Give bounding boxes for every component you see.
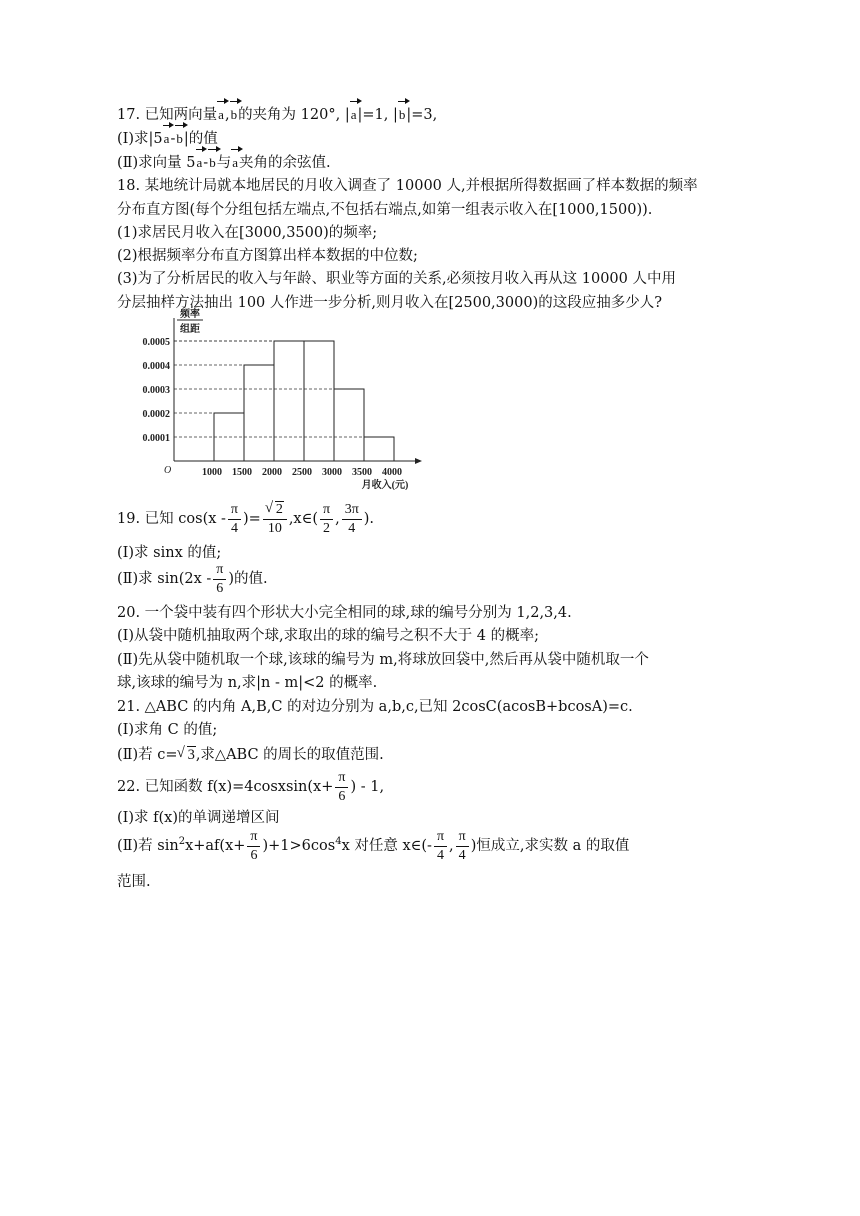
q17-text: |=1, xyxy=(357,107,389,123)
q17-text: (Ⅱ)求向量 5 xyxy=(117,155,196,171)
denominator: 4 xyxy=(230,520,238,536)
q17-text: (Ⅰ)求|5 xyxy=(117,131,163,147)
q18-line-1: 18. 某地统计局就本地居民的月收入调查了 10000 人,并根据所得数据画了样本数据的频率 xyxy=(117,178,698,194)
q17-text: 的夹角为 120°, xyxy=(238,107,341,123)
histogram-bar xyxy=(304,341,334,461)
q22-line-3 xyxy=(117,827,629,865)
q20-line-3: (Ⅱ)先从袋中随机取一个球,该球的编号为 m,将球放回袋中,然后再从袋中随机取一个 xyxy=(117,652,649,668)
q18-line-4: (2)根据频率分布直方图算出样本数据的中位数; xyxy=(117,248,418,264)
y-tick-label: 0.0004 xyxy=(142,361,170,372)
q19-sep: , xyxy=(335,511,340,527)
q22-sep: , xyxy=(449,838,454,854)
x-tick-label: 4000 xyxy=(382,467,402,478)
superscript: 2 xyxy=(178,836,186,848)
fraction-pi-over-4 xyxy=(434,828,447,865)
x-tick-label: 2000 xyxy=(262,467,282,478)
q22-text: (Ⅱ)若 sin xyxy=(117,838,179,854)
vector-a: a xyxy=(217,105,225,125)
fraction-pi-over-6 xyxy=(247,828,260,865)
numerator: π xyxy=(434,828,447,847)
denominator: 4 xyxy=(458,847,466,863)
fraction-3pi-over-4 xyxy=(342,501,362,538)
q17-sep: , xyxy=(224,107,230,123)
q17-text: |=3, xyxy=(406,107,438,123)
q17-text: 17. 已知两向量 xyxy=(117,107,218,123)
vector-a: a xyxy=(163,129,171,149)
numerator: 3π xyxy=(342,501,362,520)
q22-line-1 xyxy=(117,768,384,806)
radicand: 3 xyxy=(187,747,195,763)
denominator: 6 xyxy=(250,847,258,863)
q18-line-5: (3)为了分析居民的收入与年龄、职业等方面的关系,必须按月收入再从这 10000 人中用 xyxy=(117,271,676,287)
q17-text: - xyxy=(203,155,209,171)
q22-text: ) - 1, xyxy=(350,779,385,795)
q20-line-2: (Ⅰ)从袋中随机抽取两个球,求取出的球的编号之积不大于 4 的概率; xyxy=(117,628,539,644)
histogram-bar xyxy=(244,365,274,461)
q21-line-1: 21. △ABC 的内角 A,B,C 的对边分别为 a,b,c,已知 2cosC(acosB+bcosA)=c. xyxy=(117,699,633,715)
q18-line-3: (1)求居民月收入在[3000,3500)的频率; xyxy=(117,225,378,241)
x-tick-label: 3000 xyxy=(322,467,342,478)
q19-text: ). xyxy=(363,511,375,527)
x-tick-label: 2500 xyxy=(292,467,312,478)
y-tick-label: 0.0001 xyxy=(142,433,170,444)
q19-text: (Ⅱ)求 sin(2x - xyxy=(117,571,212,587)
vector-a: a xyxy=(196,153,204,173)
vector-a: a xyxy=(350,105,358,125)
vector-b: b xyxy=(398,105,407,125)
q18-line-6: 分层抽样方法抽出 100 人作进一步分析,则月收入在[2500,3000)的这段应抽多少人? xyxy=(117,295,663,311)
q19-line-1 xyxy=(117,500,374,538)
q21-line-2: (Ⅰ)求角 C 的值; xyxy=(117,722,218,738)
radicand: 2 xyxy=(275,501,283,517)
histogram-chart xyxy=(110,308,430,490)
q22-text: x+af(x+ xyxy=(185,838,246,854)
q19-line-2: (Ⅰ)求 sinx 的值; xyxy=(117,545,222,561)
numerator: π xyxy=(247,828,260,847)
q22-text: x 对任意 x∈(- xyxy=(341,838,432,854)
q17-line-1: 17. 已知两向量a,b的夹角为 120°, |a|=1, |b|=3, xyxy=(117,107,438,123)
q17-text: 夹角的余弦值. xyxy=(238,155,331,171)
histogram-bar xyxy=(274,341,304,461)
q17-text: 与 xyxy=(216,155,232,171)
fraction-pi-over-6 xyxy=(335,769,348,806)
q19-text: )= xyxy=(243,511,261,527)
q19-line-3 xyxy=(117,560,268,598)
numerator: π xyxy=(456,828,469,847)
numerator: π xyxy=(213,561,226,580)
denominator: 10 xyxy=(267,520,282,536)
q22-text: )+1>6cos xyxy=(262,838,336,854)
q19-text: )的值. xyxy=(228,571,268,587)
q19-text: ,x∈( xyxy=(288,511,318,527)
q22-line-2: (Ⅰ)求 f(x)的单调递增区间 xyxy=(117,810,280,826)
x-axis-arrow xyxy=(415,458,422,464)
vector-a: a xyxy=(231,153,239,173)
histogram-bar xyxy=(364,437,394,461)
q21-line-3 xyxy=(117,741,384,769)
y-tick-label: 0.0002 xyxy=(142,409,170,420)
fraction-pi-over-2 xyxy=(320,501,333,538)
vector-b: b xyxy=(175,129,184,149)
sqrt-3 xyxy=(178,741,196,769)
q20-line-1: 20. 一个袋中装有四个形状大小完全相同的球,球的编号分别为 1,2,3,4. xyxy=(117,605,572,621)
q21-text: ,求△ABC 的周长的取值范围. xyxy=(195,747,384,763)
q19-text: 19. 已知 cos(x - xyxy=(117,511,226,527)
origin-label: O xyxy=(164,465,172,476)
q17-line-3 xyxy=(117,153,331,173)
q18-line-2: 分布直方图(每个分组包括左端点,不包括右端点,如第一组表示收入在[1000,1500)). xyxy=(117,202,653,218)
numerator: π xyxy=(320,501,333,520)
numerator: π xyxy=(228,501,241,520)
histogram-bar xyxy=(334,389,364,461)
denominator: 4 xyxy=(436,847,444,863)
y-label-top: 频率 xyxy=(180,309,200,320)
fraction-sqrt2-over-10 xyxy=(263,501,287,538)
q22-text: 22. 已知函数 f(x)=4cosxsin(x+ xyxy=(117,779,334,795)
x-axis-label: 月收入(元) xyxy=(361,480,409,490)
q20-line-4: 球,该球的编号为 n,求|n - m|<2 的概率. xyxy=(117,675,378,691)
denominator: 6 xyxy=(216,580,224,596)
x-tick-label: 1500 xyxy=(232,467,252,478)
denominator: 6 xyxy=(338,788,346,804)
q22-line-4: 范围. xyxy=(117,874,151,890)
superscript: 4 xyxy=(335,836,342,848)
y-tick-label: 0.0003 xyxy=(142,385,170,396)
q17-text: |的值 xyxy=(183,131,218,147)
x-tick-label: 1000 xyxy=(202,467,222,478)
x-tick-label: 3500 xyxy=(352,467,372,478)
fraction-pi-over-4 xyxy=(228,501,241,538)
fraction-pi-over-6 xyxy=(213,561,226,598)
q21-text: (Ⅱ)若 c= xyxy=(117,747,178,763)
denominator: 4 xyxy=(348,520,356,536)
fraction-pi-over-4 xyxy=(456,828,469,865)
q22-text: )恒成立,求实数 a 的取值 xyxy=(470,838,630,854)
y-label-bottom: 组距 xyxy=(180,324,200,335)
y-tick-label: 0.0005 xyxy=(142,337,170,348)
vector-b: b xyxy=(230,105,239,125)
q17-text: - xyxy=(170,131,176,147)
numerator: π xyxy=(335,769,348,788)
denominator: 2 xyxy=(323,520,331,536)
vector-b: b xyxy=(208,153,217,173)
